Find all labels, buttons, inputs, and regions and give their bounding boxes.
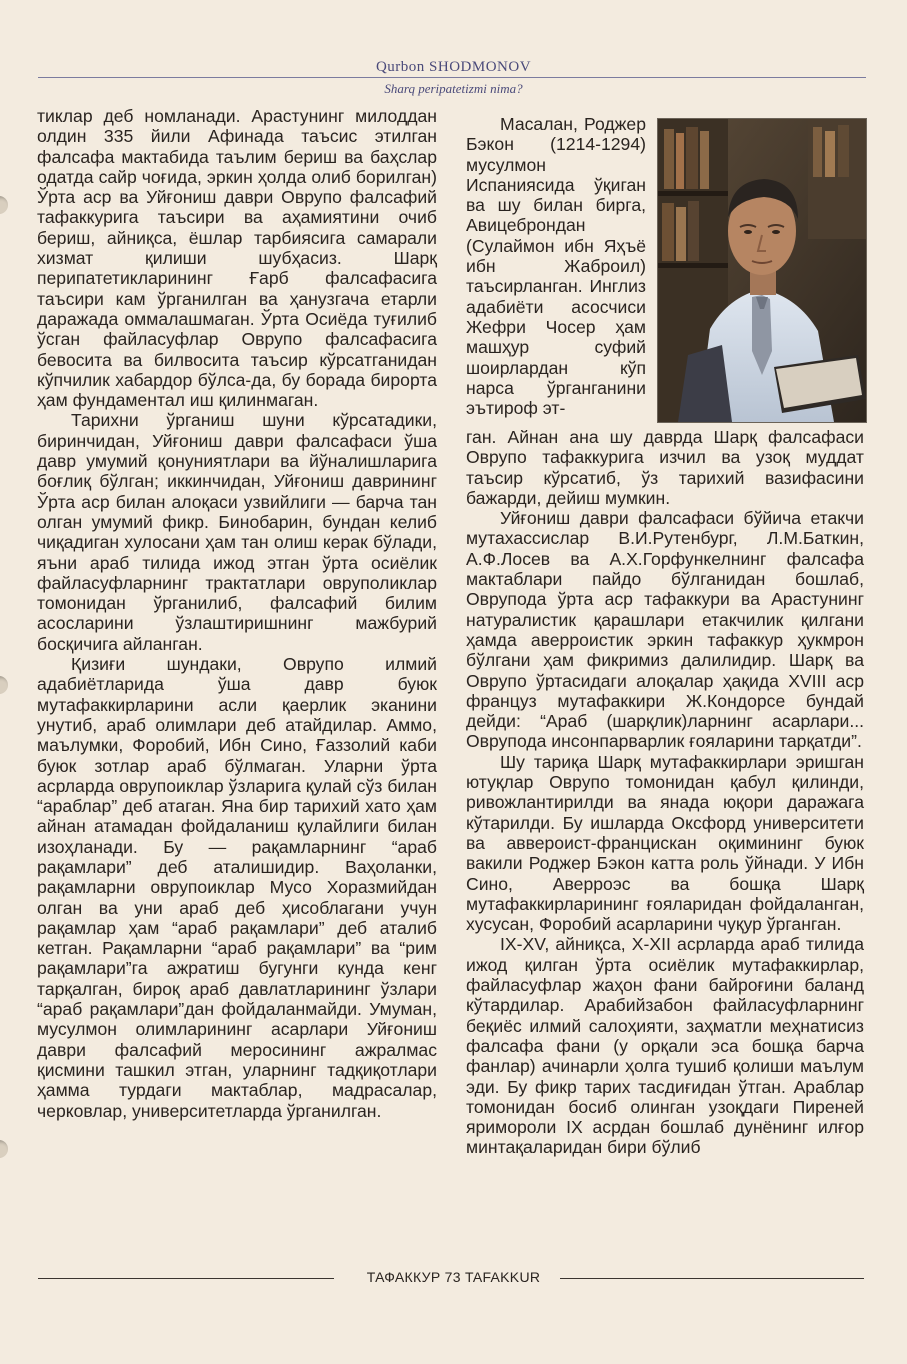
- portrait-image: [658, 119, 866, 422]
- paragraph: Қизиғи шундаки, Оврупо илмий адабиётларида ўша давр буюк мутафаккирларини асли қаерлик эканини унутиб, араб олимлари деб атайдилар. Аммо, маълумки, Форобий, Ибн Сино, Ғаззолий каби буюк зотлар араб бўлмаган. Уларни ўрта асрларда оврупоиклар ўзларига қулай сўз билан “араблар” деб атаган. Яна бир тарихий хато ҳам айнан атамадан фойдаланиш қулайлиги билан изоҳланади. Бу — рақамларнинг “араб рақамлари” деб аталишидир. Ваҳоланки, рақамларни оврупоиклар Мусо Хоразмийдан олган ва уни араб деб ҳисоблагани учун рақамлар ҳам “араб рақамлари” деб аталиб кетган. Рақамларни “араб рақамлари” ва “рим рақамлари”га ажратиш бугунги кунда кенг тарқалган, бироқ араб давлатларининг ўзлари “араб рақамлари”дан фойдаланмайди. Умуман, мусулмон олимларининг асарлари Уйғониш даври фалсафий меросининг ажралмас қисмини ташкил этган, уларнинг тадқиқотлари ҳамма турдаги мактаблар, мадрасалар, черковлар, университетларда ўрганилган.: [37, 654, 437, 1121]
- right-text-beside-photo: [466, 114, 646, 418]
- right-text-column: [466, 427, 864, 1158]
- footer-page-number: ТАФАККУР 73 TAFAKKUR: [366, 1269, 541, 1285]
- binder-hole: [0, 196, 8, 214]
- paragraph: Тарихни ўрганиш шуни кўрсатадики, биринчидан, Уйғониш даври фалсафаси ўша давр умумий қонуниятлари ва йўналишларига боғлиқ бўлган; иккинчидан, Уйғониш даврининг Ўрта аср билан алоқаси узвийлиги — барча тан олган умумий фикр. Бинобарин, бундан келиб чиқадиган хулосани ҳам тан олиш керак бўлади, яъни араб тилида ижод этган ўрта осиёлик файласуфларнинг трактатлари овруполиклар томонидан ўрганилиб, фалсафий билим асосларини ўзлаштиришнинг мажбурий босқичига айланган.: [37, 410, 437, 654]
- paragraph: IX-XV, айниқса, X-XII асрларда араб тилида ижод қилган ўрта осиёлик мутафаккирлар, файласуфлар жаҳон фани байроғини баланд кўтардилар. Арабийзабон файласуфларнинг беқиёс илмий салоҳияти, заҳматли меҳнатисиз фалсафа фани (у орқали эса бошқа барча фанлар) ачинарли ҳолга тушиб қолиши маълум эди. Бу фикр тарих тасдиғидан ўтган. Араблар томонидан босиб олинган узоқдаги Пиреней яримороли IX асрдан бошлаб дунёнинг илғор минтақаларидан бири бўлиб: [466, 934, 864, 1158]
- paragraph: Шу тариқа Шарқ мутафаккирлари эришган ютуқлар Оврупо томонидан қабул қилинди, ривожлантирилди ва янада юқори даражага кўтарилди. Бу ишларда Оксфорд университети ва аввероист-францискан оқимининг буюк вакили Роджер Бэкон катта роль ўйнади. У Ибн Сино, Аверроэс ва бошқа Шарқ мутафаккирларининг ғояларидан фойдаланган, хусусан, Форобий асарларини чуқур ўрганган.: [466, 751, 864, 935]
- left-text-column: [37, 106, 437, 1121]
- running-header-title: Sharq peripatetizmi nima?: [384, 81, 523, 96]
- paragraph: ган. Айнан ана шу даврда Шарқ фалсафаси Оврупо тафаккурига изчил ва узоқ муддат таъсир кўрсатиб, ўз тарихий вазифасини бажарди, дейиш мумкин.: [466, 427, 864, 508]
- running-header-author: Qurbon SHODMONOV: [375, 59, 532, 75]
- paragraph: Масалан, Роджер Бэкон (1214-1294) мусулмон Испаниясида ўқиган ва шу билан бирга, Авицеброндан (Сулаймон ибн Яҳъё ибн Жаброил) таъсирланган. Инглиз адабиёти асосчиси Жефри Чосер ҳам машҳур суфий шоирлардан кўп нарса ўрганганини эътироф эт-: [466, 114, 646, 419]
- paragraph: тиклар деб номланади. Арастунинг милоддан олдин 335 йили Афинада таъсис этилган фалсафа мактабида таълим бериш ва баҳслар одатда сайр чоғида, эркин ҳолда олиб борилган) Ўрта аср ва Уйғониш даври Оврупо фалсафий тафаккурига таъсири ва аҳамиятини очиб бериш, айниқса, ёшлар тарбиясига самарали хизмат қилиши шубҳасиз. Шарқ перипатетикларининг Ғарб фалсафасига таъсири кам ўрганилган ва ҳанузгача етарли даражада оммалашмаган. Ўрта Осиёда туғилиб ўсган файласуфлар Оврупо фалсафасига бевосита ва билвосита таъсир кўрсатганидан кўпчилик хабардор бўлса-да, бу борада бирорта ҳам фундаментал иш қилинмаган.: [37, 106, 437, 411]
- paragraph: Уйғониш даври фалсафаси бўйича етакчи мутахассислар В.И.Рутенбург, Л.М.Баткин, А.Ф.Лосев ва А.Х.Горфункелнинг фалсафа мактаблари пайдо бўлганидан бошлаб, Оврупода ўрта аср тафаккури ва Арастунинг натуралистик қарашлари етакчилик қилгани ҳамда аверроистик эркин тафаккур ҳукмрон бўлгани ҳам фикримиз далилидир. Шарқ ва Оврупо ўртасидаги алоқалар ҳақида XVIII аср француз мутафаккири Ж.Кондорсе бундай дейди: “Араб (шарқлик)ларнинг асарлари... Оврупода инсонпарварлик ғояларини тарқатди”.: [466, 508, 864, 752]
- header-rule: [38, 77, 866, 78]
- binder-hole: [0, 676, 8, 694]
- binder-hole: [0, 1140, 8, 1158]
- author-portrait-photo: [657, 118, 867, 423]
- footer-rule-right: [560, 1278, 864, 1279]
